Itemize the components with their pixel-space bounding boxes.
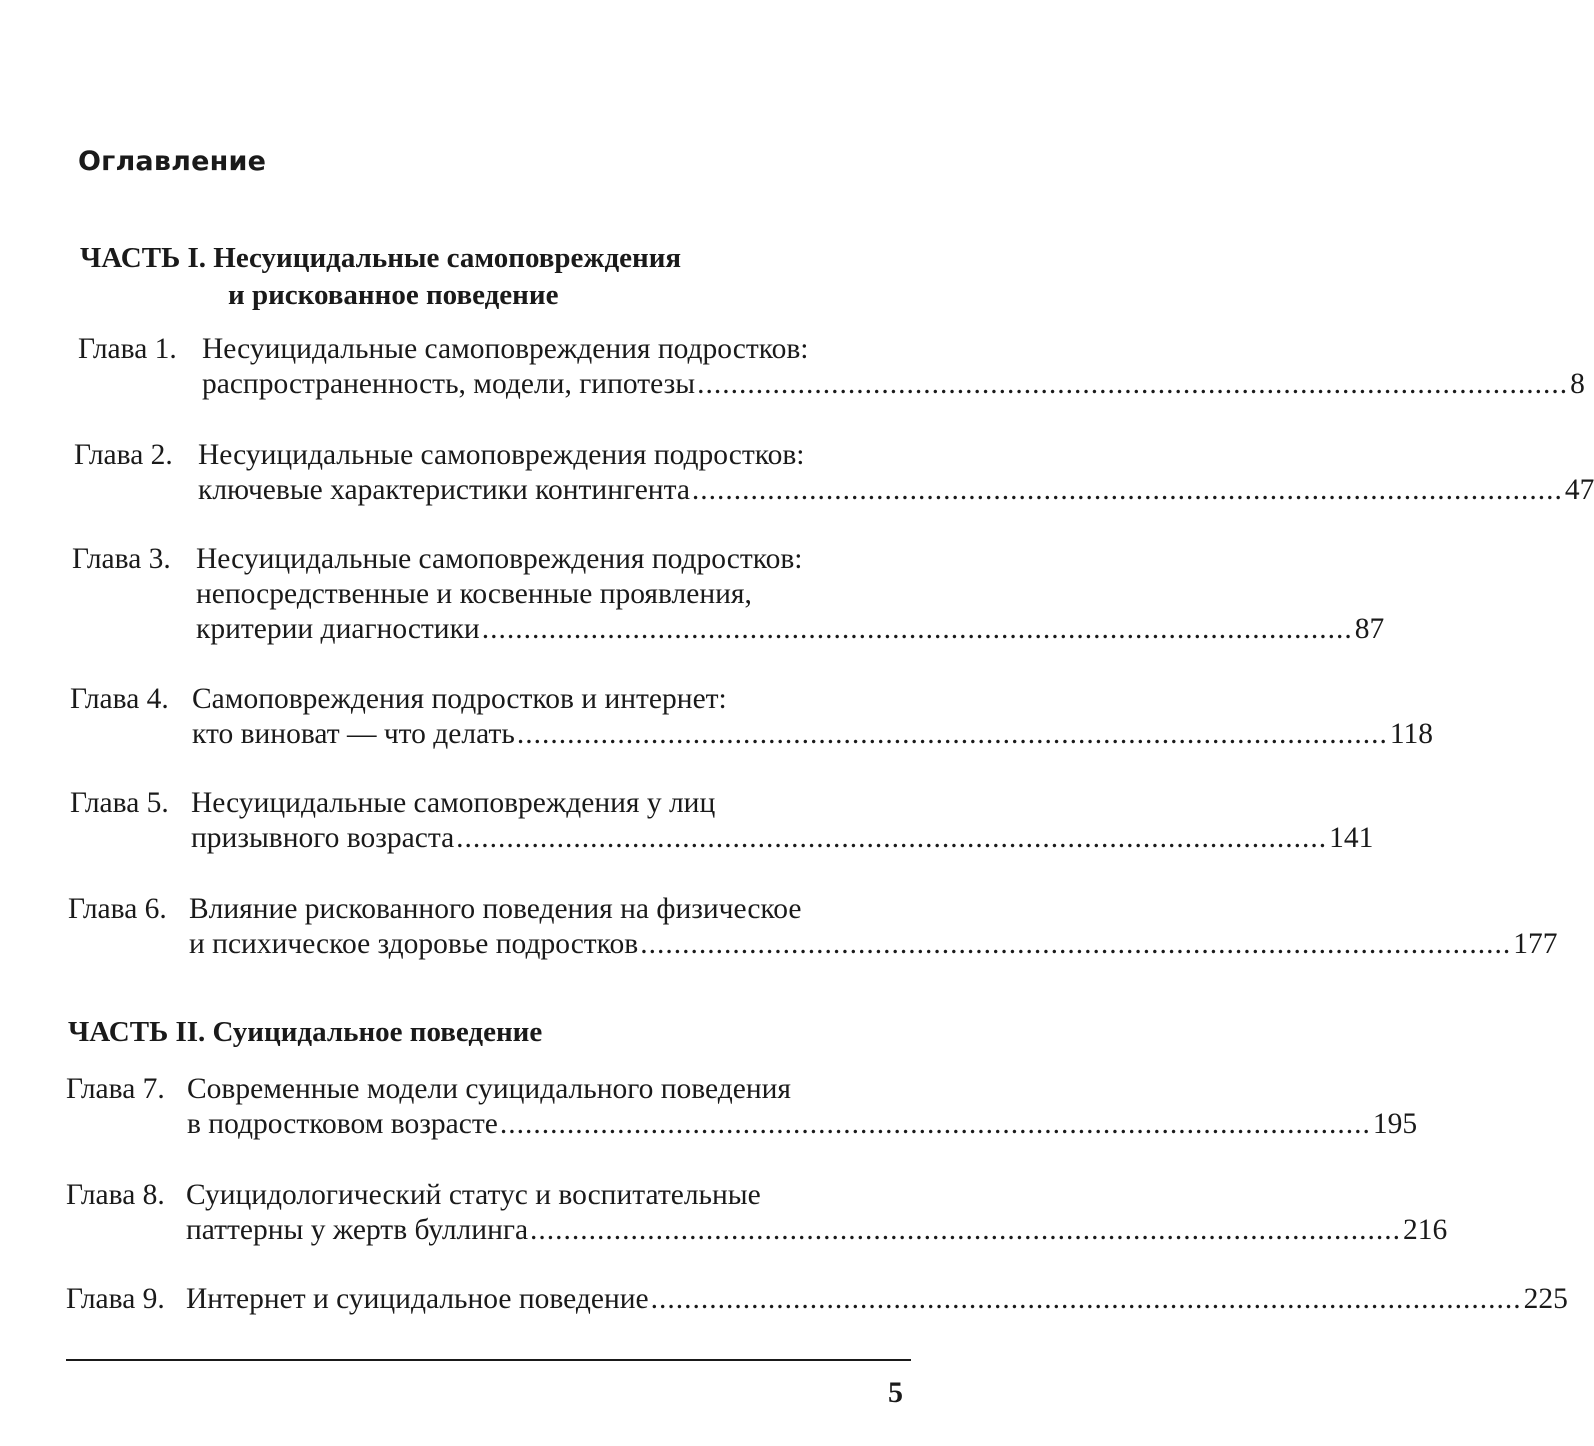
chapter-title-line: Самоповреждения подростков и интернет: — [192, 683, 727, 715]
toc-entry-chapter-1[interactable] — [78, 332, 1585, 402]
chapter-title-last-line — [196, 612, 1385, 647]
chapter-title-last-line — [186, 1213, 1448, 1248]
chapter-label: Глава 8. — [66, 1179, 165, 1211]
chapter-title-line: Суицидологический статус и воспитательные — [186, 1179, 761, 1211]
dot-leader: ........................................................................................................ — [481, 613, 1353, 645]
part-2-title — [68, 1014, 542, 1051]
chapter-title-text: Интернет и суицидальное поведение — [186, 1283, 649, 1315]
chapter-title — [192, 682, 1433, 752]
chapter-title — [187, 1072, 1418, 1142]
chapter-title-text: кто виноват — что делать — [192, 718, 515, 750]
chapter-label: Глава 2. — [74, 439, 173, 471]
part-2-title-line-1: ЧАСТЬ II. Суицидальное поведение — [68, 1016, 543, 1048]
chapter-title — [186, 1282, 1568, 1317]
chapter-page-number: 177 — [1513, 928, 1558, 960]
chapter-title-line: Несуицидальные самоповреждения подростков: — [198, 439, 805, 471]
chapter-title — [191, 786, 1374, 856]
chapter-label: Глава 5. — [70, 787, 169, 819]
chapter-page-number: 118 — [1389, 718, 1433, 750]
chapter-title-text: в подростковом возрасте — [187, 1108, 498, 1140]
dot-leader: ........................................................................................................ — [697, 368, 1569, 400]
chapter-title-last-line — [186, 1282, 1568, 1317]
chapter-page-number: 141 — [1329, 822, 1374, 854]
chapter-page-number: 195 — [1372, 1108, 1418, 1140]
toc-entry-chapter-7[interactable] — [66, 1072, 1418, 1142]
chapter-page-number: 216 — [1403, 1214, 1448, 1246]
toc-entry-chapter-2[interactable] — [74, 438, 1594, 508]
chapter-title — [186, 1178, 1448, 1248]
chapter-label: Глава 7. — [66, 1073, 165, 1105]
dot-leader: ........................................................................................................ — [530, 1214, 1402, 1246]
dot-leader: ........................................................................................................ — [516, 718, 1388, 750]
dot-leader: ........................................................................................................ — [456, 822, 1328, 854]
chapter-title-last-line — [202, 367, 1585, 402]
chapter-page-number: 225 — [1523, 1283, 1568, 1315]
chapter-title-line: Несуицидальные самоповреждения подростков: — [202, 333, 809, 365]
chapter-page-number: 87 — [1354, 613, 1385, 645]
part-1-title — [80, 240, 681, 314]
chapter-label: Глава 1. — [78, 333, 177, 365]
toc-heading: Оглавление — [78, 146, 267, 177]
chapter-title-last-line — [198, 473, 1594, 508]
chapter-title — [189, 892, 1558, 962]
page-number: 5 — [888, 1376, 903, 1409]
chapter-title-text: ключевые характеристики контингента — [198, 474, 690, 506]
chapter-label: Глава 9. — [66, 1283, 165, 1315]
chapter-title-line: Несуицидальные самоповреждения у лиц — [191, 787, 716, 819]
chapter-page-number: 8 — [1570, 368, 1585, 400]
chapter-title — [202, 332, 1585, 402]
chapter-title-text: критерии диагностики — [196, 613, 480, 645]
dot-leader: ........................................................................................................ — [499, 1108, 1371, 1140]
toc-entry-chapter-5[interactable] — [70, 786, 1374, 856]
toc-entry-chapter-6[interactable] — [68, 892, 1558, 962]
chapter-title — [198, 438, 1594, 508]
toc-entry-chapter-8[interactable] — [66, 1178, 1448, 1248]
part-1-title-line-2: и рискованное поведение — [228, 279, 559, 311]
dot-leader: ........................................................................................................ — [640, 928, 1512, 960]
chapter-label: Глава 4. — [70, 683, 169, 715]
chapter-title-line: Несуицидальные самоповреждения подростков: — [196, 543, 803, 575]
chapter-title-last-line — [192, 717, 1433, 752]
toc-entry-chapter-4[interactable] — [70, 682, 1433, 752]
chapter-title — [196, 542, 1385, 647]
chapter-title-text: призывного возраста — [191, 822, 455, 854]
chapter-title-last-line — [187, 1107, 1418, 1142]
chapter-label: Глава 6. — [68, 893, 167, 925]
chapter-title-line: непосредственные и косвенные проявления, — [196, 578, 752, 610]
chapter-title-last-line — [189, 927, 1558, 962]
chapter-title-line: Влияние рискованного поведения на физическое — [189, 893, 802, 925]
chapter-title-last-line — [191, 821, 1374, 856]
chapter-title-text: распространенность, модели, гипотезы — [202, 368, 696, 400]
dot-leader: ........................................................................................................ — [650, 1283, 1522, 1315]
chapter-page-number: 47 — [1564, 474, 1594, 506]
toc-entry-chapter-3[interactable] — [72, 542, 1385, 647]
chapter-title-text: и психическое здоровье подростков — [189, 928, 639, 960]
dot-leader: ........................................................................................................ — [691, 474, 1563, 506]
footer-rule — [66, 1359, 911, 1361]
chapter-title-line: Современные модели суицидального поведения — [187, 1073, 792, 1105]
chapter-title-text: паттерны у жертв буллинга — [186, 1214, 529, 1246]
toc-entry-chapter-9[interactable] — [66, 1282, 1568, 1317]
chapter-label: Глава 3. — [72, 543, 171, 575]
part-1-title-line-1: ЧАСТЬ I. Несуицидальные самоповреждения — [80, 242, 682, 274]
